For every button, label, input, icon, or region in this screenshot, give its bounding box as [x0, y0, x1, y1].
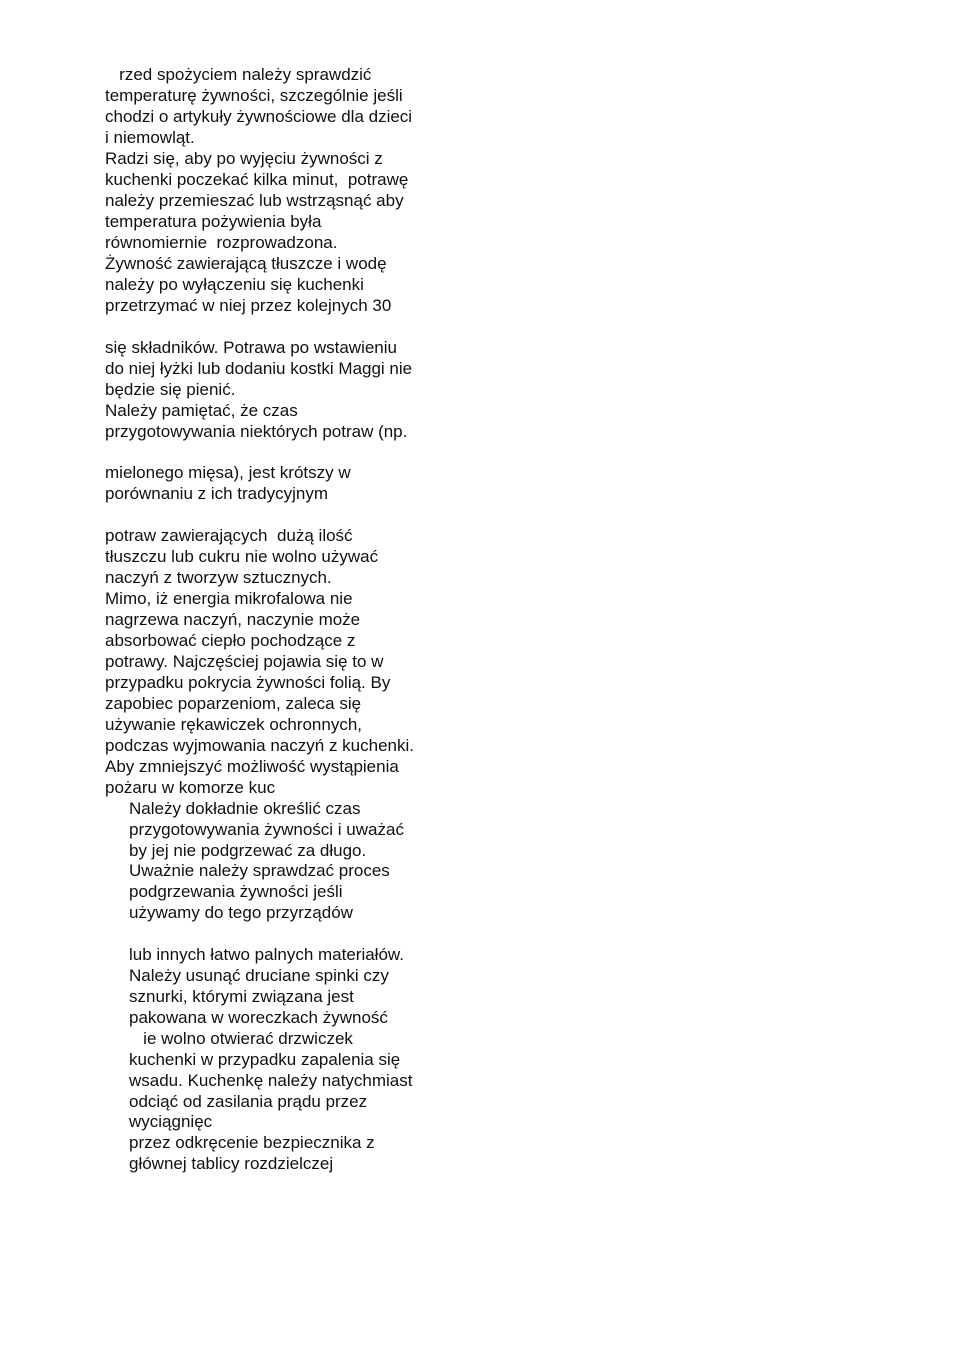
- text-line: wyciągnięc: [129, 1112, 213, 1131]
- text-line: pakowana w woreczkach żywność: [129, 1008, 388, 1027]
- text-line: przez odkręcenie bezpiecznika z: [129, 1133, 375, 1152]
- text-line: kuchenki poczekać kilka minut, potrawę: [105, 170, 409, 189]
- text-line: ie wolno otwierać drzwiczek: [129, 1029, 353, 1048]
- text-line: się składników. Potrawa po wstawieniu: [105, 338, 397, 357]
- text-line: temperatura pożywienia była: [105, 212, 322, 231]
- text-line: wsadu. Kuchenkę należy natychmiast: [129, 1071, 413, 1090]
- text-line: mielonego mięsa), jest krótszy w: [105, 463, 351, 482]
- text-line: naczyń z tworzyw sztucznych.: [105, 568, 332, 587]
- text-line: podgrzewania żywności jeśli: [129, 882, 343, 901]
- text-line: Mimo, iż energia mikrofalowa nie: [105, 589, 353, 608]
- text-line: i niemowląt.: [105, 128, 195, 147]
- text-line: używamy do tego przyrządów: [129, 903, 353, 922]
- text-line: przygotowywania żywności i uważać: [129, 820, 404, 839]
- text-line: Należy pamiętać, że czas: [105, 401, 298, 420]
- text-line: lub innych łatwo palnych materiałów.: [129, 945, 404, 964]
- text-line: absorbować ciepło pochodzące z: [105, 631, 356, 650]
- text-line: tłuszczu lub cukru nie wolno używać: [105, 547, 379, 566]
- text-line: przypadku pokrycia żywności folią. By: [105, 673, 391, 692]
- text-line: przygotowywania niektórych potraw (np.: [105, 422, 408, 441]
- text-line: potraw zawierających dużą ilość: [105, 526, 353, 545]
- text-line: chodzi o artykuły żywnościowe dla dzieci: [105, 107, 413, 126]
- text-line: sznurki, którymi związana jest: [129, 987, 354, 1006]
- text-line: Aby zmniejszyć możliwość wystąpienia: [105, 757, 399, 776]
- text-line: odciąć od zasilania prądu przez: [129, 1092, 368, 1111]
- text-line: należy przemieszać lub wstrząsnąć aby: [105, 191, 404, 210]
- text-line: porównaniu z ich tradycyjnym: [105, 484, 328, 503]
- text-line: równomiernie rozprowadzona.: [105, 233, 338, 252]
- text-line: nagrzewa naczyń, naczynie może: [105, 610, 361, 629]
- text-line: głównej tablicy rozdzielczej: [129, 1154, 334, 1173]
- text-line: zapobiec poparzeniom, zaleca się: [105, 694, 362, 713]
- text-line: do niej łyżki lub dodaniu kostki Maggi nie: [105, 359, 413, 378]
- text-line: potrawy. Najczęściej pojawia się to w: [105, 652, 384, 671]
- text-line: Radzi się, aby po wyjęciu żywności z: [105, 149, 383, 168]
- text-line: Żywność zawierającą tłuszcze i wodę: [105, 254, 387, 273]
- text-line: Należy usunąć druciane spinki czy: [129, 966, 389, 985]
- text-line: by jej nie podgrzewać za długo.: [129, 841, 367, 860]
- text-line: temperaturę żywności, szczególnie jeśli: [105, 86, 403, 105]
- text-line: pożaru w komorze kuc: [105, 778, 276, 797]
- text-line: przetrzymać w niej przez kolejnych 30: [105, 296, 392, 315]
- text-line: będzie się pienić.: [105, 380, 236, 399]
- text-line: podczas wyjmowania naczyń z kuchenki.: [105, 736, 414, 755]
- text-line: rzed spożyciem należy sprawdzić: [105, 65, 372, 84]
- text-line: należy po wyłączeniu się kuchenki: [105, 275, 364, 294]
- text-line: Należy dokładnie określić czas: [129, 799, 361, 818]
- text-line: kuchenki w przypadku zapalenia się: [129, 1050, 401, 1069]
- text-line: Uważnie należy sprawdzać proces: [129, 861, 390, 880]
- text-line: używanie rękawiczek ochronnych,: [105, 715, 363, 734]
